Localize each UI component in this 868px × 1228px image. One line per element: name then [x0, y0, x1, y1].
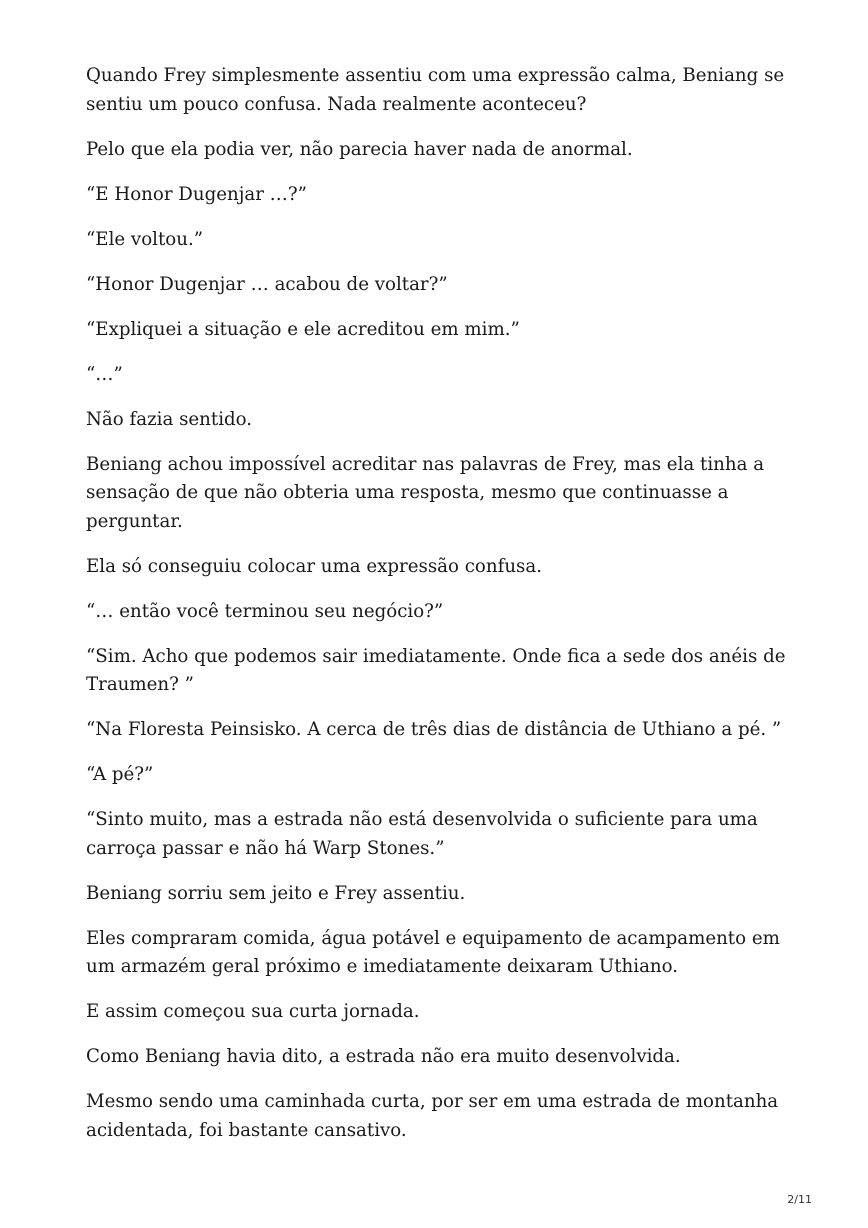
paragraph: “Sim. Acho que podemos sair imediatamente. Onde fica a sede dos anéis de Traumen? ”: [86, 645, 786, 695]
paragraph: “Na Floresta Peinsisko. A cerca de três dias de distância de Uthiano a pé. ”: [86, 719, 782, 740]
paragraph: Beniang sorriu sem jeito e Frey assentiu.: [86, 882, 466, 904]
page-number: 2/11: [787, 1193, 812, 1206]
paragraph: “A pé?”: [86, 764, 154, 785]
paragraph: E assim começou sua curta jornada.: [86, 1001, 420, 1022]
paragraph: “Expliquei a situação e ele acreditou em mim.”: [86, 318, 520, 340]
paragraph: Mesmo sendo uma caminhada curta, por ser em uma estrada de montanha acidentada, foi bastante cansativo.: [86, 1091, 779, 1141]
paragraph: Não fazia sentido.: [86, 408, 253, 430]
paragraph: “… então você terminou seu negócio?”: [86, 600, 444, 622]
paragraph: “Sinto muito, mas a estrada não está desenvolvida o suficiente para uma carroça passar e não há Warp Stones.”: [86, 809, 758, 859]
paragraph: Pelo que ela podia ver, não parecia haver nada de anormal.: [86, 138, 633, 160]
paragraph: Ela só conseguiu colocar uma expressão confusa.: [86, 555, 543, 577]
paragraph: Beniang achou impossível acreditar nas palavras de Frey, mas ela tinha a sensação de que não obteria uma resposta, mesmo que continuasse a perguntar.: [86, 453, 765, 532]
paragraph: “E Honor Dugenjar …?”: [86, 183, 307, 205]
paragraph: Eles compraram comida, água potável e equipamento de acampamento em um armazém geral próximo e imediatamente deixaram Uthiano.: [86, 927, 780, 977]
paragraph: “Ele voltou.”: [86, 228, 204, 250]
paragraph: Como Beniang havia dito, a estrada não era muito desenvolvida.: [86, 1046, 681, 1067]
paragraph: “…”: [86, 363, 123, 385]
paragraph: Quando Frey simplesmente assentiu com uma expressão calma, Beniang se sentiu um pouco confusa. Nada realmente aconteceu?: [86, 65, 785, 115]
paragraph: “Honor Dugenjar … acabou de voltar?”: [86, 273, 448, 295]
page-body: [86, 62, 788, 1162]
